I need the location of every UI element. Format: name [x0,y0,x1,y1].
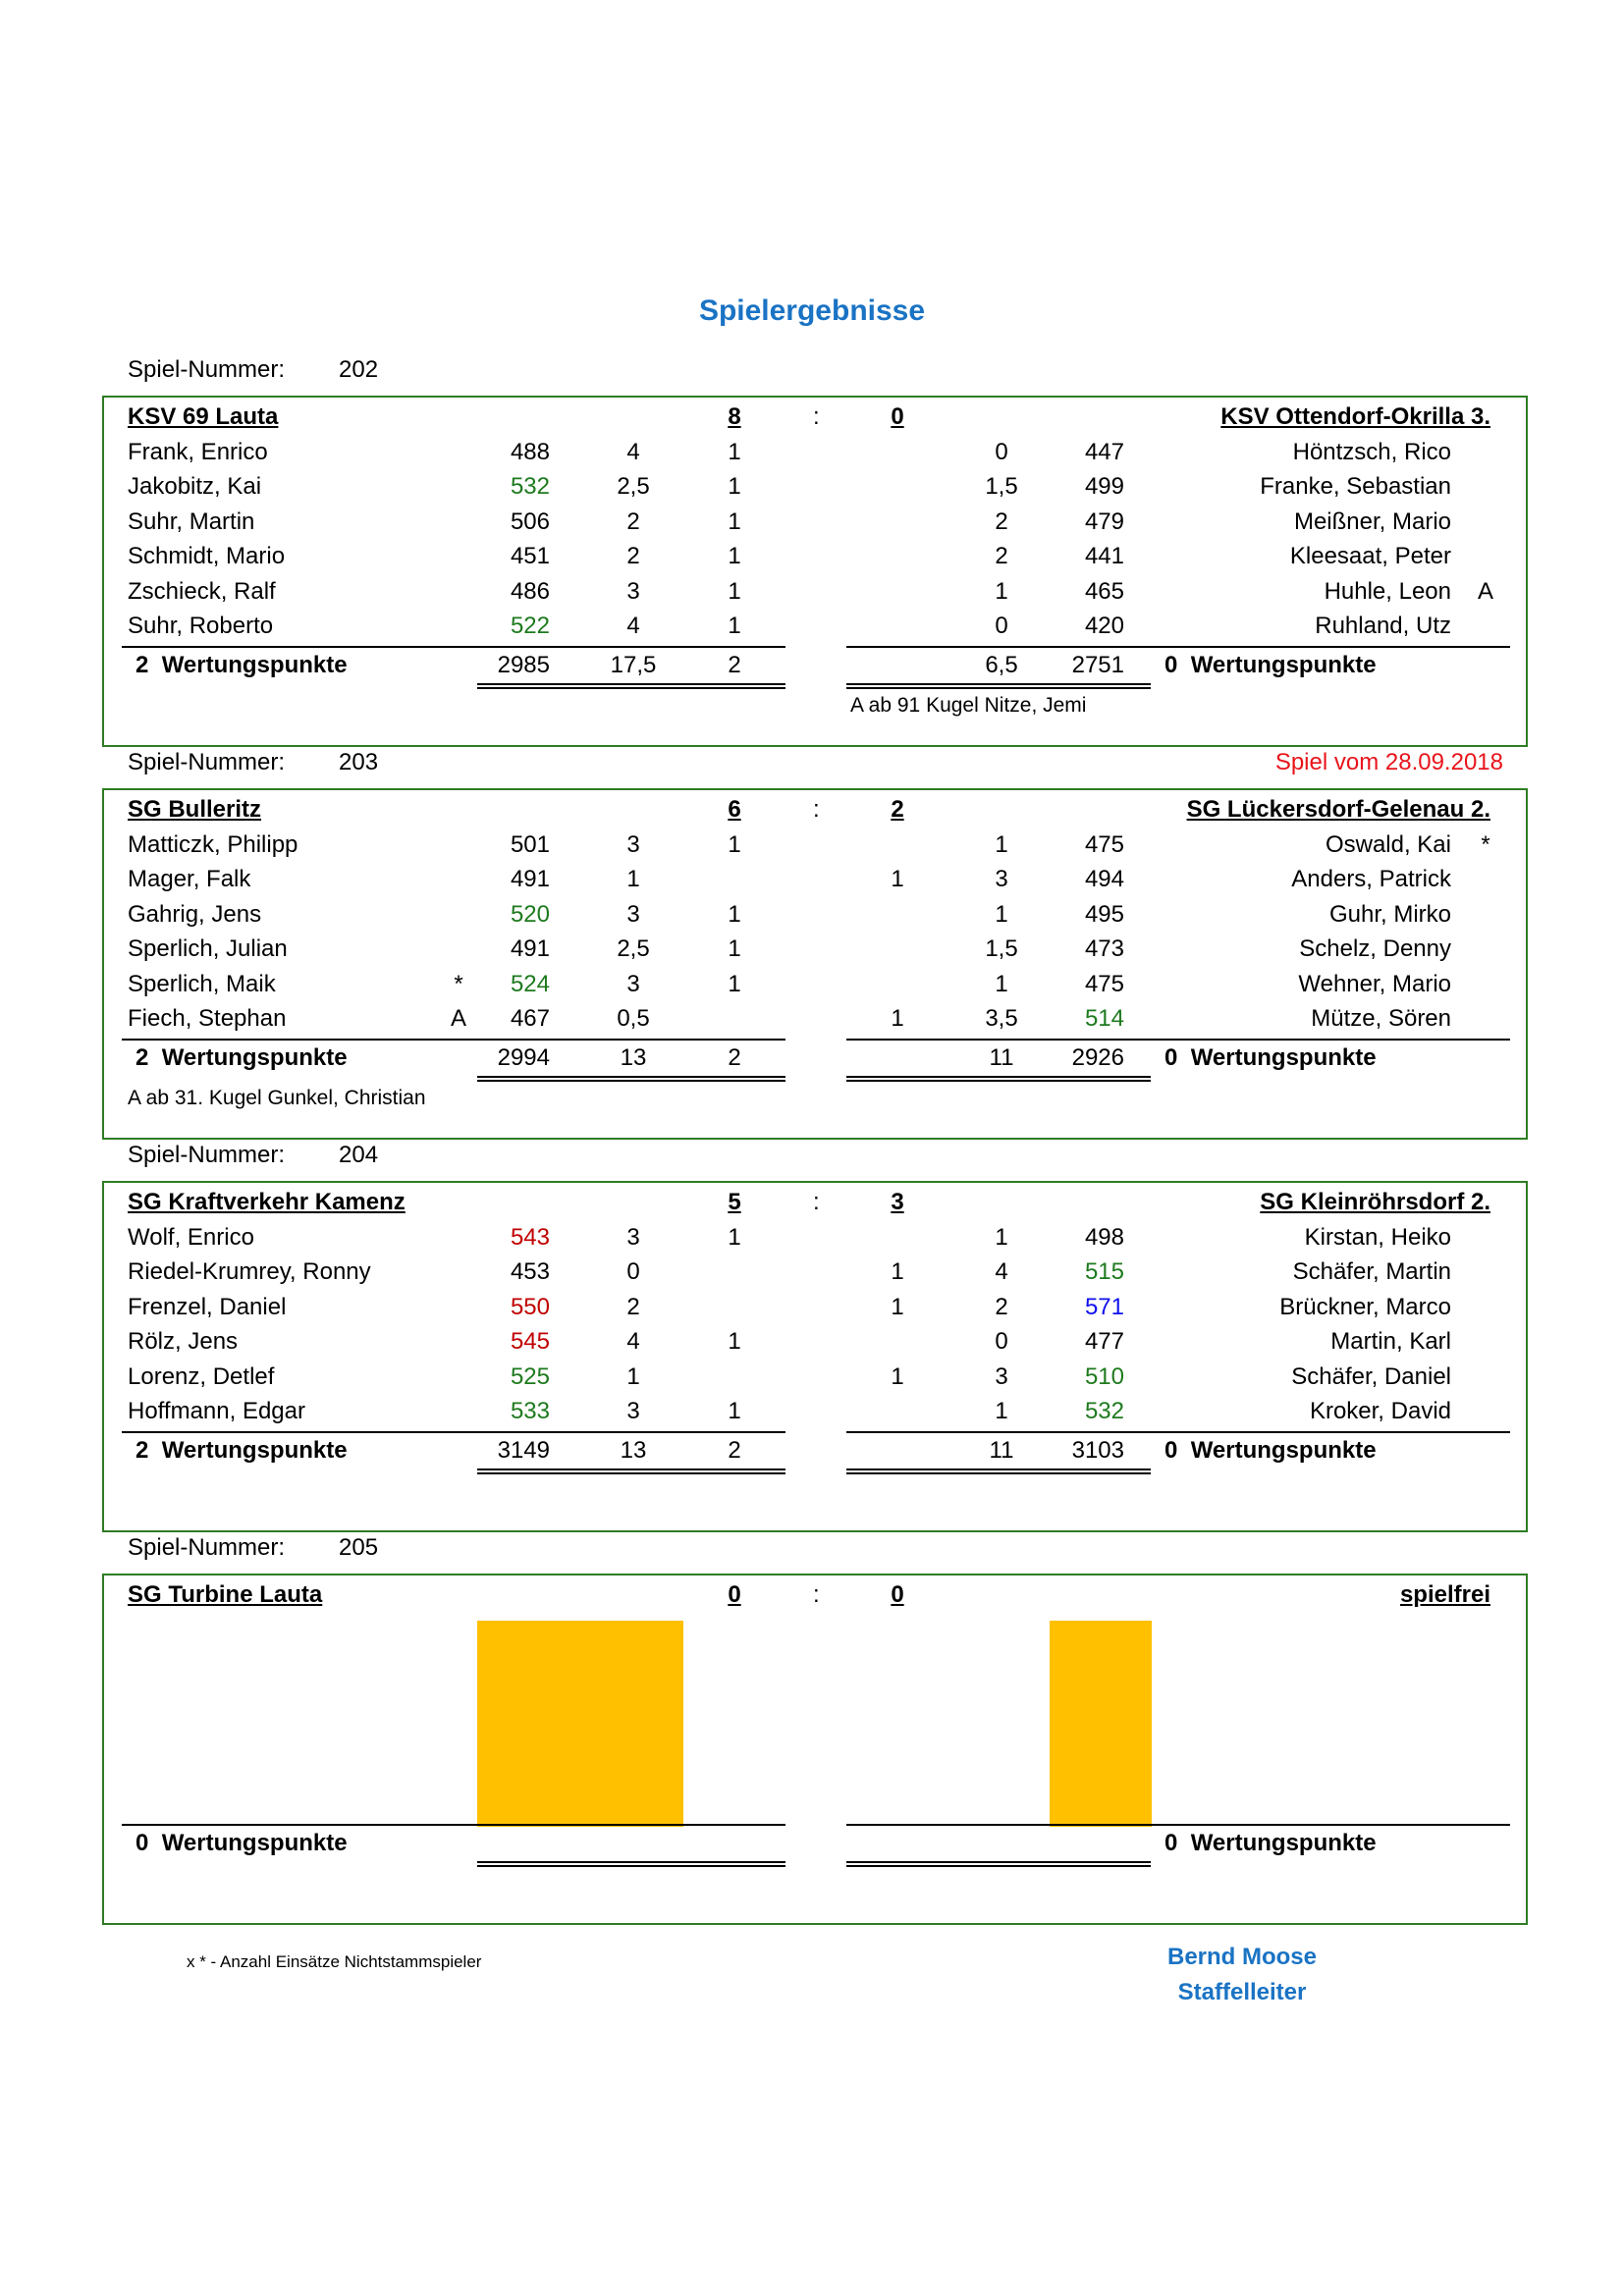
home-sum-line [122,1039,785,1041]
spiel-nummer-value: 202 [339,356,379,383]
home-player-name: Gahrig, Jens [128,900,262,928]
home-player-kegel: 451 [510,543,550,569]
home-wp-value: 2 [135,651,149,678]
home-player-setpoints: 2 [626,543,640,569]
home-player-setpoints: 3 [626,577,640,605]
guest-player-kegel: 475 [1084,970,1124,997]
guest-player-name: Huhle, Leon [1324,577,1451,605]
home-total-kegel: 3149 [497,1436,550,1464]
guest-player-matchpoint: 1 [891,1005,904,1032]
guest-wertungspunkte [1164,1043,1377,1071]
guest-player-kegel: 499 [1084,473,1124,500]
guest-player-setpoints: 1 [995,1223,1008,1251]
guest-player-setpoints: 0 [995,613,1008,639]
guest-wertungspunkte [1164,1829,1377,1856]
page-title: Spielergebnisse [698,294,926,327]
home-total-double-line [477,1076,785,1082]
home-player-name: Wolf, Enrico [128,1223,254,1251]
guest-wp-label: Wertungspunkte [1190,1829,1377,1856]
guest-total-setpoints: 6,5 [985,651,1018,678]
home-player-setpoints: 4 [626,613,640,639]
guest-player-kegel: 494 [1084,866,1124,892]
guest-player-name: Kirstan, Heiko [1304,1223,1451,1251]
score-separator: : [813,1581,820,1608]
guest-player-setpoints: 1 [995,970,1008,997]
home-player-matchpoint: 1 [728,1328,741,1355]
guest-total-double-line [846,1076,1151,1082]
guest-player-name: Schäfer, Daniel [1291,1362,1451,1390]
home-player-matchpoint: 1 [728,970,741,997]
guest-player-name: Höntzsch, Rico [1292,438,1451,465]
guest-player-setpoints: 3 [995,866,1008,892]
guest-sum-line [846,1824,1510,1826]
guest-score: 2 [891,796,904,823]
home-player-name: Zschieck, Ralf [128,577,276,605]
guest-wp-value: 0 [1164,1043,1178,1071]
guest-wp-label: Wertungspunkte [1190,651,1377,678]
home-total-double-line [477,1468,785,1474]
guest-player-name: Anders, Patrick [1291,866,1451,892]
home-player-kegel: 533 [510,1398,550,1424]
home-team-name: KSV 69 Lauta [128,403,279,430]
home-player-kegel: 491 [510,866,550,892]
guest-player-setpoints: 1 [995,577,1008,605]
guest-wp-label: Wertungspunkte [1190,1043,1377,1071]
guest-player-matchpoint: 1 [891,1362,904,1390]
guest-player-setpoints: 3 [995,1362,1008,1390]
home-wp-value: 0 [135,1829,149,1856]
guest-player-kegel: 473 [1084,935,1124,962]
home-player-setpoints: 1 [626,866,640,892]
home-player-name: Rölz, Jens [128,1328,239,1355]
home-player-name: Sperlich, Maik [128,970,276,997]
legend-note: x * - Anzahl Einsätze Nichtstammspieler [187,1952,482,1971]
guest-player-setpoints: 1,5 [985,473,1018,500]
home-player-kegel: 522 [510,613,550,639]
guest-wp-value: 0 [1164,651,1178,678]
home-player-kegel: 453 [510,1258,550,1285]
home-player-name: Suhr, Martin [128,507,255,535]
home-wp-label: Wertungspunkte [161,1436,348,1464]
home-player-name: Sperlich, Julian [128,935,288,962]
home-player-kegel: 486 [510,577,550,605]
home-wp-value: 2 [135,1043,149,1071]
guest-total-kegel: 3103 [1071,1436,1124,1464]
guest-total-double-line [846,1861,1151,1867]
home-total-setpoints: 17,5 [610,651,657,678]
spiel-nummer-value: 204 [339,1142,379,1168]
guest-player-kegel: 447 [1084,438,1124,465]
guest-player-name: Franke, Sebastian [1260,473,1451,500]
home-player-setpoints: 2 [626,507,640,535]
score-separator: : [813,796,820,823]
home-player-name: Schmidt, Mario [128,543,286,569]
home-player-kegel: 524 [510,970,550,997]
home-player-name: Frank, Enrico [128,438,268,465]
home-score: 0 [728,1581,741,1608]
guest-player-kegel: 477 [1084,1328,1124,1355]
guest-sum-line [846,1431,1510,1433]
guest-player-kegel: 479 [1084,507,1124,535]
guest-wertungspunkte [1164,1436,1377,1464]
guest-player-name: Martin, Karl [1330,1328,1451,1355]
guest-score: 0 [891,403,904,430]
guest-player-name: Brückner, Marco [1279,1293,1451,1320]
home-player-name: Jakobitz, Kai [128,473,262,500]
spiel-nummer-label: Spiel-Nummer: [128,749,286,775]
home-total-matchpoints: 2 [728,1436,741,1464]
guest-score: 3 [891,1189,904,1215]
guest-player-name: Meißner, Mario [1293,507,1451,535]
guest-player-name: Schäfer, Martin [1292,1258,1451,1285]
home-player-name: Hoffmann, Edgar [128,1398,305,1424]
home-sum-line [122,646,785,648]
home-player-kegel: 488 [510,438,550,465]
home-player-matchpoint: 1 [728,507,741,535]
guest-player-matchpoint: 1 [891,1293,904,1320]
home-player-matchpoint: 1 [728,543,741,569]
home-player-setpoints: 3 [626,900,640,928]
home-total-kegel: 2985 [497,651,550,678]
home-player-setpoints: 2,5 [617,935,650,962]
home-wertungspunkte [135,1043,348,1071]
guest-player-kegel: 465 [1084,577,1124,605]
guest-player-kegel: 510 [1084,1362,1124,1390]
home-wertungspunkte [135,651,348,678]
guest-team-name: spielfrei [1399,1581,1490,1608]
match-date-note: Spiel vom 28.09.2018 [1274,749,1503,775]
home-player-setpoints: 4 [626,1328,640,1355]
guest-player-name: Schelz, Denny [1299,935,1451,962]
guest-player-name: Wehner, Mario [1298,970,1451,997]
home-player-matchpoint: 1 [728,1223,741,1251]
spiel-nummer-value: 203 [339,749,379,775]
guest-player-setpoints: 1 [995,900,1008,928]
spiel-nummer-label: Spiel-Nummer: [128,1534,286,1561]
home-player-mark: A [450,1005,466,1032]
home-player-mark: * [454,970,463,997]
home-player-name: Riedel-Krumrey, Ronny [128,1258,371,1285]
guest-player-setpoints: 1 [995,1398,1008,1424]
home-player-name: Suhr, Roberto [128,613,274,639]
home-team-name: SG Kraftverkehr Kamenz [128,1189,406,1215]
guest-player-kegel: 475 [1084,830,1124,858]
guest-player-setpoints: 0 [995,1328,1008,1355]
home-wp-label: Wertungspunkte [161,1043,348,1071]
game-frame [102,1574,1528,1925]
guest-player-setpoints: 2 [995,1293,1008,1320]
home-player-kegel: 532 [510,473,550,500]
spiel-nummer-label: Spiel-Nummer: [128,1142,286,1168]
home-sum-line [122,1824,785,1826]
home-player-kegel: 520 [510,900,550,928]
home-player-name: Lorenz, Detlef [128,1362,275,1390]
guest-total-kegel: 2751 [1071,651,1124,678]
guest-wp-value: 0 [1164,1829,1178,1856]
spiel-nummer-value: 205 [339,1534,379,1561]
home-wp-value: 2 [135,1436,149,1464]
home-team-name: SG Turbine Lauta [128,1581,323,1608]
home-player-kegel: 545 [510,1328,550,1355]
guest-player-setpoints: 1,5 [985,935,1018,962]
guest-player-matchpoint: 1 [891,1258,904,1285]
guest-player-kegel: 571 [1084,1293,1124,1320]
guest-wp-label: Wertungspunkte [1190,1436,1377,1464]
guest-player-kegel: 495 [1084,900,1124,928]
guest-player-kegel: 420 [1084,613,1124,639]
home-wp-label: Wertungspunkte [161,651,348,678]
score-separator: : [813,403,820,430]
home-player-setpoints: 1 [626,1362,640,1390]
home-player-setpoints: 4 [626,438,640,465]
score-separator: : [813,1189,820,1215]
guest-total-double-line [846,683,1151,689]
home-player-kegel: 543 [510,1223,550,1251]
guest-player-name: Kleesaat, Peter [1289,543,1451,569]
spiel-nummer-label: Spiel-Nummer: [128,356,286,383]
guest-player-name: Oswald, Kai [1325,830,1451,858]
guest-total-setpoints: 11 [989,1436,1014,1464]
home-total-setpoints: 13 [620,1043,647,1071]
guest-team-name: KSV Ottendorf-Okrilla 3. [1220,403,1490,430]
home-player-setpoints: 3 [626,1223,640,1251]
home-player-name: Matticzk, Philipp [128,830,298,858]
home-player-matchpoint: 1 [728,830,741,858]
home-player-matchpoint: 1 [728,935,741,962]
guest-player-setpoints: 2 [995,507,1008,535]
home-player-kegel: 550 [510,1293,550,1320]
home-player-setpoints: 0 [626,1258,640,1285]
home-player-matchpoint: 1 [728,473,741,500]
home-player-name: Mager, Falk [128,866,251,892]
guest-player-mark: A [1477,577,1493,605]
guest-player-name: Kroker, David [1309,1398,1451,1424]
home-total-matchpoints: 2 [728,651,741,678]
home-score: 5 [728,1189,741,1215]
home-player-setpoints: 3 [626,830,640,858]
guest-player-setpoints: 3,5 [985,1005,1018,1032]
home-player-kegel: 467 [510,1005,550,1032]
home-player-setpoints: 3 [626,1398,640,1424]
home-player-matchpoint: 1 [728,577,741,605]
home-player-setpoints: 3 [626,970,640,997]
home-player-kegel: 501 [510,830,550,858]
guest-substitution-note: A ab 91 Kugel Nitze, Jemi [850,693,1087,717]
guest-player-name: Mütze, Sören [1311,1005,1451,1032]
guest-player-kegel: 514 [1084,1005,1124,1032]
guest-score: 0 [891,1581,904,1608]
guest-player-mark: * [1481,830,1490,858]
guest-total-kegel: 2926 [1071,1043,1124,1071]
home-total-double-line [477,683,785,689]
guest-player-name: Ruhland, Utz [1315,613,1451,639]
home-player-name: Frenzel, Daniel [128,1293,287,1320]
guest-wertungspunkte [1164,651,1377,678]
home-score: 6 [728,796,741,823]
guest-player-kegel: 498 [1084,1223,1124,1251]
guest-player-kegel: 532 [1084,1398,1124,1424]
guest-wp-value: 0 [1164,1436,1178,1464]
guest-team-name: SG Kleinröhrsdorf 2. [1260,1189,1490,1215]
home-total-kegel: 2994 [497,1043,550,1071]
home-total-setpoints: 13 [620,1436,647,1464]
guest-total-double-line [846,1468,1151,1474]
home-player-matchpoint: 1 [728,900,741,928]
signature-role: Staffelleiter [1177,1979,1307,2005]
home-wertungspunkte [135,1829,348,1856]
home-sum-line [122,1431,785,1433]
guest-player-setpoints: 1 [995,830,1008,858]
home-player-matchpoint: 1 [728,613,741,639]
home-player-matchpoint: 1 [728,1398,741,1424]
home-player-name: Fiech, Stephan [128,1005,287,1032]
guest-sum-line [846,1039,1510,1041]
home-wp-label: Wertungspunkte [161,1829,348,1856]
home-wertungspunkte [135,1436,348,1464]
guest-player-matchpoint: 1 [891,866,904,892]
home-total-double-line [477,1861,785,1867]
guest-player-setpoints: 2 [995,543,1008,569]
signature-name: Bernd Moose [1166,1944,1317,1970]
empty-filler-guest [1050,1621,1152,1827]
home-player-setpoints: 0,5 [617,1005,650,1032]
home-player-matchpoint: 1 [728,438,741,465]
guest-sum-line [846,646,1510,648]
home-player-setpoints: 2 [626,1293,640,1320]
home-player-kegel: 491 [510,935,550,962]
home-total-matchpoints: 2 [728,1043,741,1071]
home-player-setpoints: 2,5 [617,473,650,500]
home-player-kegel: 525 [510,1362,550,1390]
guest-total-setpoints: 11 [989,1043,1014,1071]
empty-filler-home [477,1621,683,1827]
home-team-name: SG Bulleritz [128,796,262,823]
guest-player-kegel: 441 [1084,543,1124,569]
guest-player-setpoints: 0 [995,438,1008,465]
guest-team-name: SG Lückersdorf-Gelenau 2. [1186,796,1490,823]
guest-player-name: Guhr, Mirko [1328,900,1451,928]
home-score: 8 [728,403,741,430]
home-player-kegel: 506 [510,507,550,535]
home-substitution-note: A ab 31. Kugel Gunkel, Christian [128,1086,426,1109]
guest-player-kegel: 515 [1084,1258,1124,1285]
guest-player-setpoints: 4 [995,1258,1008,1285]
